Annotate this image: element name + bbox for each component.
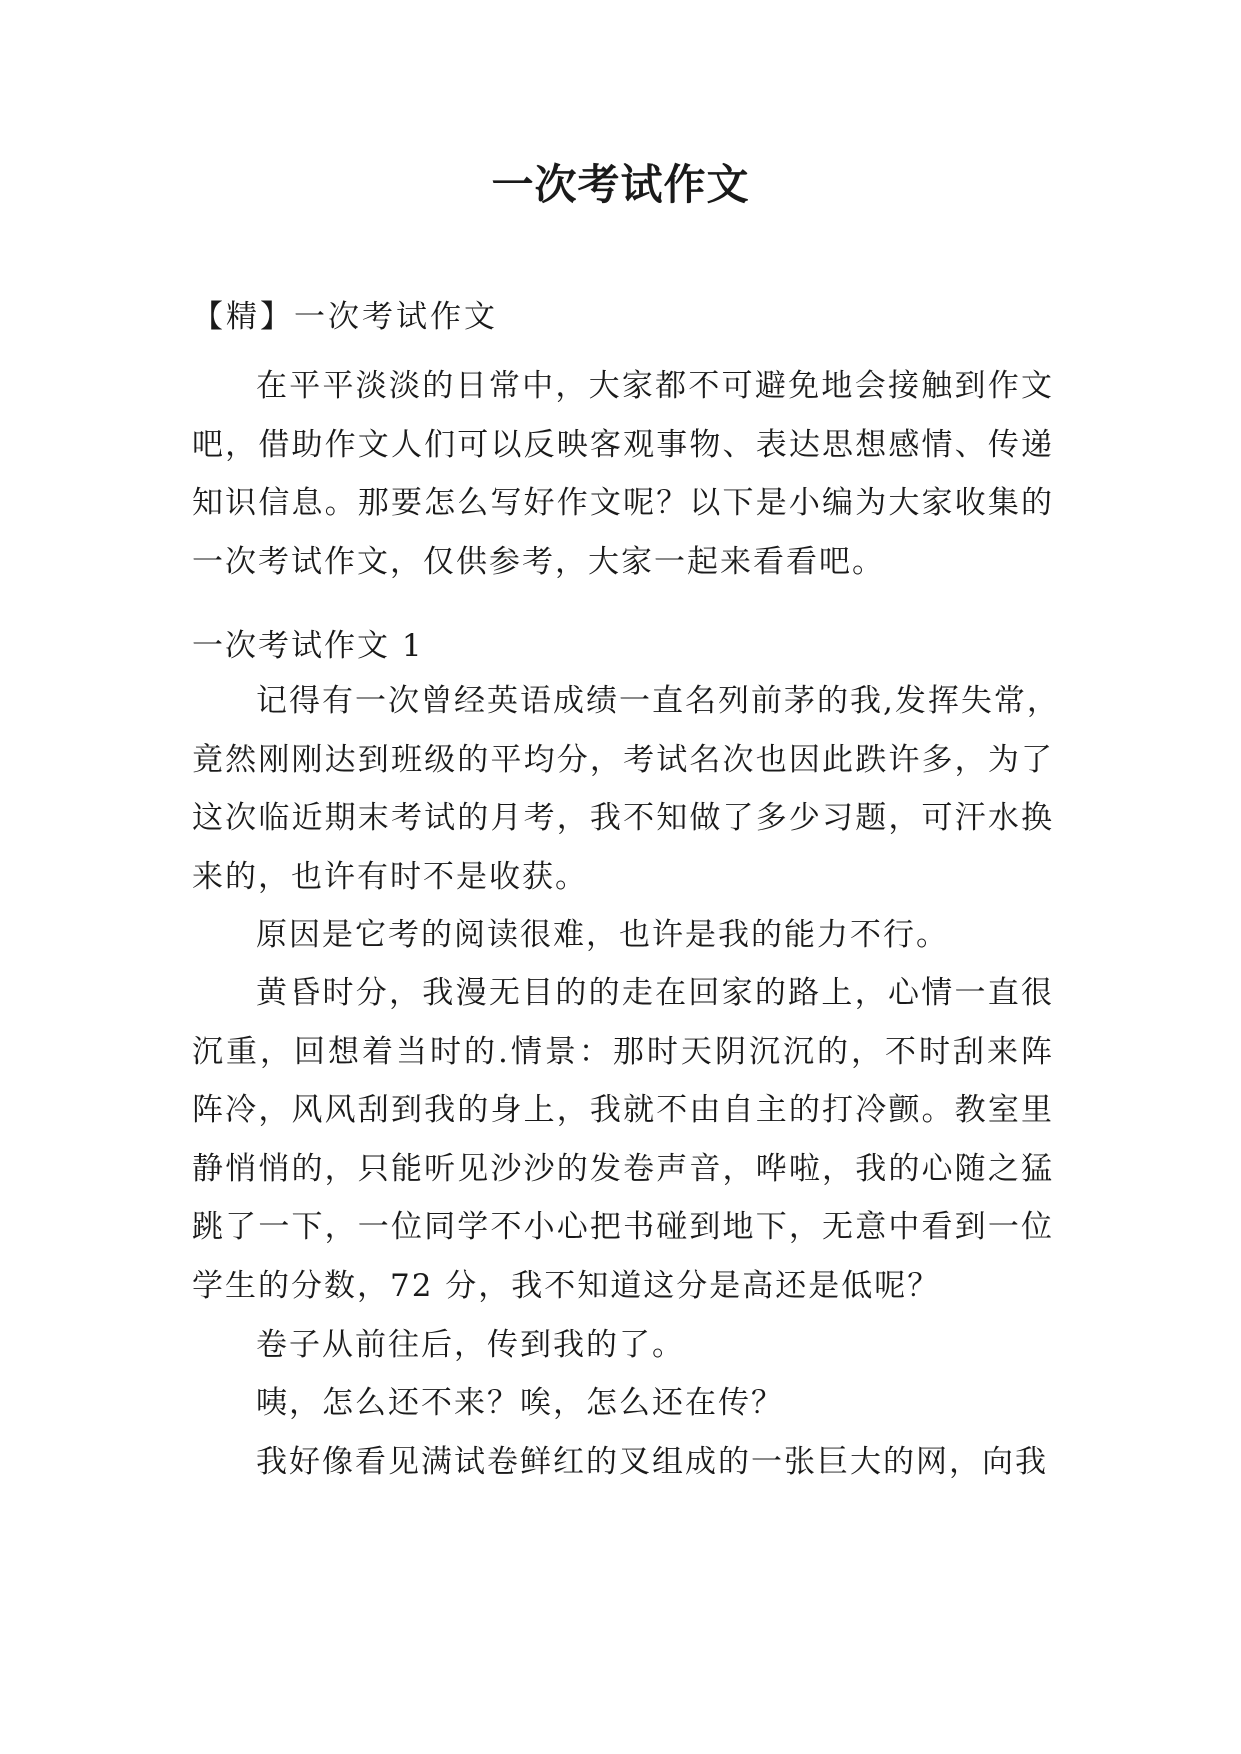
paragraph-line: 学生的分数，72 分，我不知道这分是高还是低呢？	[192, 1267, 941, 1304]
subtitle: 【精】一次考试作文	[192, 299, 498, 335]
paragraph-1	[192, 672, 1060, 906]
section-heading	[192, 617, 1054, 676]
intro-line: 在平平淡淡的日常中，大家都不可避免地会接触到作文	[256, 368, 1054, 404]
paragraph-line: 静悄悄的，只能听见沙沙的发卷声音，哗啦，我的心随之猛	[192, 1150, 1054, 1187]
paragraph-line: 来的，也许有时不是收获。	[192, 858, 588, 895]
paragraph-line: 记得有一次曾经英语成绩一直名列前茅的我,发挥失常，	[256, 683, 1060, 719]
intro-paragraph	[192, 357, 1054, 591]
section-heading-text: 一次考试作文 1	[192, 628, 424, 664]
paragraph-line: 跳了一下，一位同学不小心把书碰到地下，无意中看到一位	[192, 1209, 1054, 1245]
intro-line: 吧，借助作文人们可以反映客观事物、表达思想感情、传递	[192, 426, 1054, 463]
paragraph-line: 阵冷，风风刮到我的身上，我就不由自主的打冷颤。教室里	[192, 1092, 1054, 1128]
intro-line: 一次考试作文，仅供参考，大家一起来看看吧。	[192, 543, 885, 580]
paragraph-6	[192, 1433, 1054, 1492]
paragraph-line: 沉重，回想着当时的.情景：那时天阴沉沉的，不时刮来阵	[192, 1033, 1054, 1070]
paragraph-line: 原因是它考的阅读很难，也许是我的能力不行。	[256, 917, 949, 953]
paragraph-line: 卷子从前往后，传到我的了。	[256, 1327, 685, 1363]
paragraph-line: 竟然刚刚达到班级的平均分，考试名次也因此跌许多，为了	[192, 741, 1054, 778]
paragraph-line: 我好像看见满试卷鲜红的叉组成的一张巨大的网，向我	[256, 1444, 1048, 1480]
paragraph-3	[192, 964, 1054, 1315]
page-title: 一次考试作文	[491, 160, 750, 209]
paragraph-line: 这次临近期末考试的月考，我不知做了多少习题，可汗水换	[192, 800, 1054, 836]
intro-line: 知识信息。那要怎么写好作文呢？以下是小编为大家收集的	[192, 485, 1054, 521]
paragraph-2	[192, 906, 1054, 965]
paragraph-5	[192, 1374, 1054, 1433]
paragraph-line: 黄昏时分，我漫无目的的走在回家的路上，心情一直很	[256, 975, 1054, 1011]
paragraph-line: 咦，怎么还不来？唉，怎么还在传？	[256, 1385, 784, 1421]
paragraph-4	[192, 1316, 1054, 1375]
